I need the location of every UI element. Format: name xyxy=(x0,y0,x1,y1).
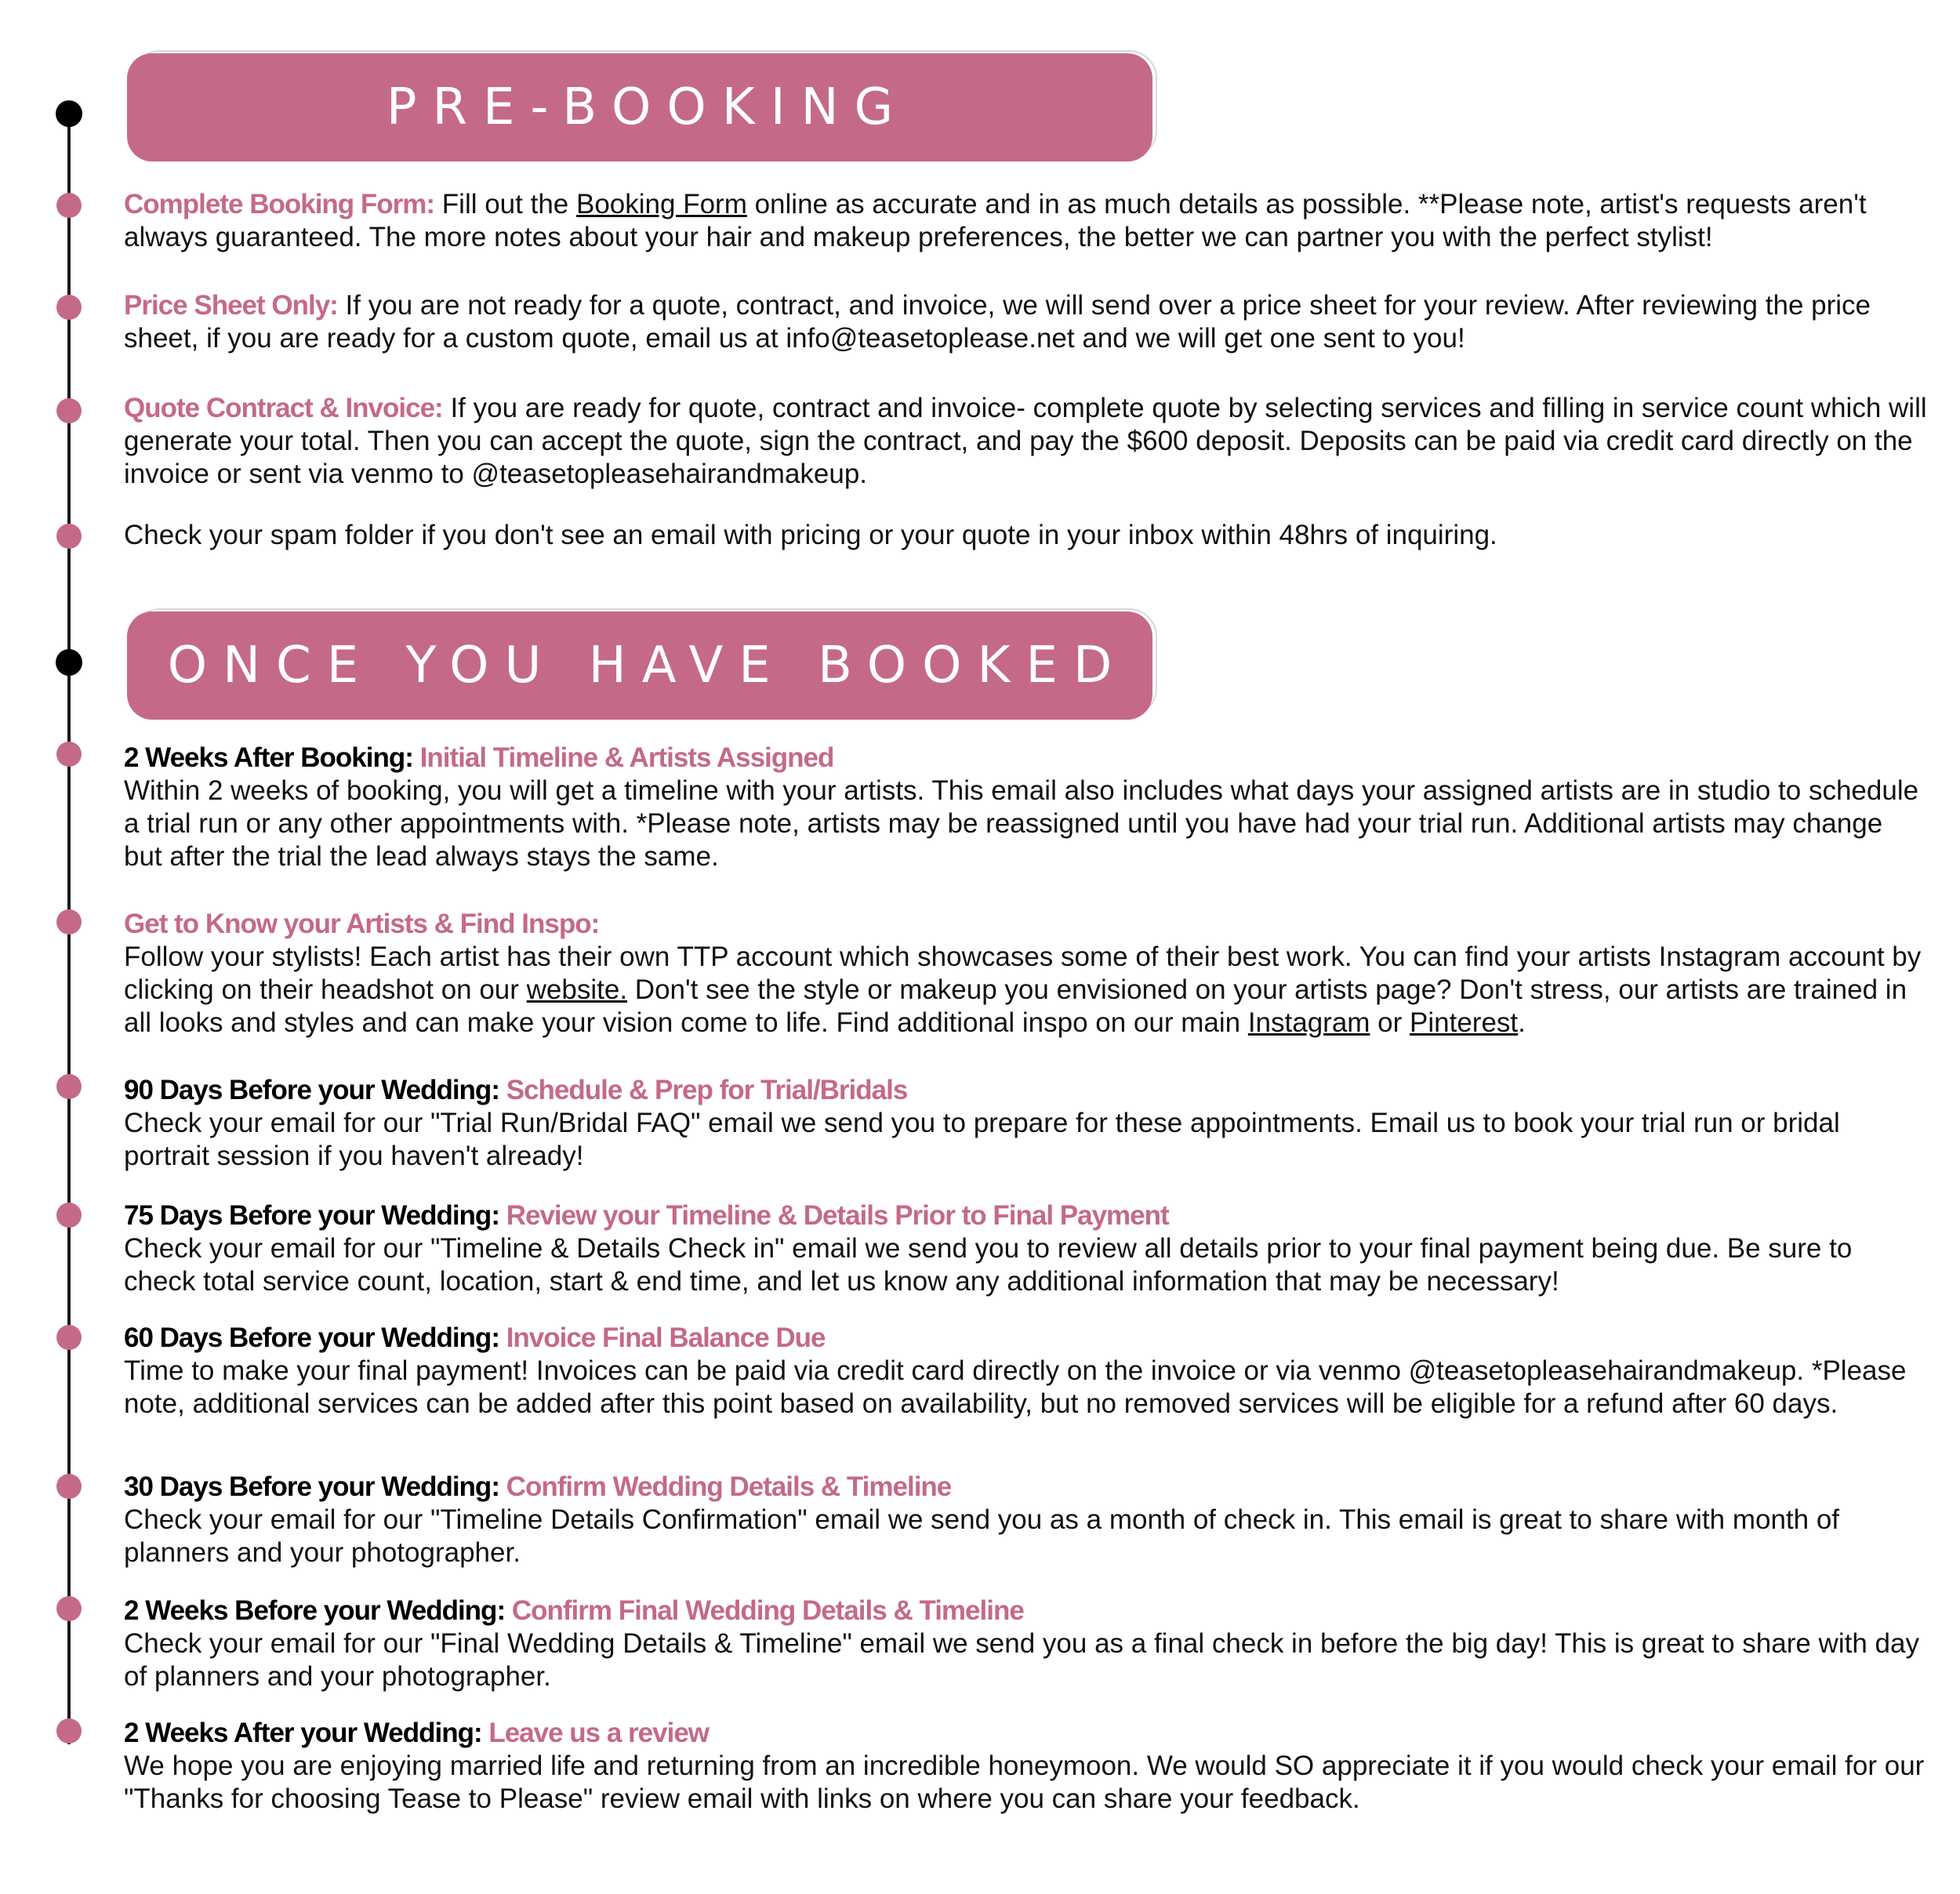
section-marker-booked xyxy=(56,649,82,676)
booked-item-know-your-artists xyxy=(124,908,1927,1040)
item-text: If you are ready for quote, contract and invoice- complete quote by selecting services and filling in service count which will generate your total. Then you can accept the quote, sign the contract, and pay the $600 deposit. Deposits can be paid via credit card directly on the invoice or sent via venmo to @teasetopleasehairandmakeup. xyxy=(124,393,1927,489)
item-subtitle: Invoice Final Balance Due xyxy=(499,1323,826,1353)
item-text: If you are not ready for a quote, contract, and invoice, we will send over a price sheet for your review. After reviewing the price sheet, if you are ready for a custom quote, email us at info@teasetoplease.net and we will get one sent to you! xyxy=(124,290,1871,354)
banner-fill xyxy=(127,53,1152,161)
item-text: We hope you are enjoying married life and returning from an incredible honeymoon. We would SO appreciate it if you would check your email for our "Thanks for choosing Tease to Please" review email with links on where you can share your feedback. xyxy=(124,1751,1925,1814)
item-label: 75 Days Before your Wedding: xyxy=(124,1200,499,1231)
timeline-dot xyxy=(56,909,82,934)
item-text: Check your email for our "Trial Run/Bridal FAQ" email we send you to prepare for these appointments. Email us to book your trial run or bridal portrait session if you haven't already! xyxy=(124,1108,1840,1171)
item-text: Within 2 weeks of booking, you will get a timeline with your artists. This email also includes what days your assigned artists are in studio to schedule a trial run or any other appointments with. *Please note, artists may be reassigned until you have had your trial run. Additional artists may change but after the trial the lead always stays the same. xyxy=(124,775,1919,872)
timeline-dot xyxy=(56,1325,82,1350)
timeline-dot xyxy=(56,193,82,218)
prebooking-item-booking-form xyxy=(124,188,1927,254)
booking-form-link[interactable]: Booking Form xyxy=(575,189,747,220)
item-subtitle: Initial Timeline & Artists Assigned xyxy=(412,742,834,773)
instagram-link[interactable]: Instagram xyxy=(1247,1007,1370,1038)
prebooking-banner xyxy=(127,53,1152,161)
website-link[interactable]: website. xyxy=(526,974,628,1005)
item-text: Fill out the xyxy=(434,189,576,220)
item-subtitle: Review your Timeline & Details Prior to Final Payment xyxy=(499,1200,1169,1231)
booked-title: ONCE YOU HAVE BOOKED xyxy=(167,637,1128,695)
booked-item-30-days xyxy=(124,1471,1927,1569)
timeline-dot xyxy=(56,1718,82,1743)
item-subtitle: Confirm Wedding Details & Timeline xyxy=(499,1471,952,1502)
item-label: 90 Days Before your Wedding: xyxy=(124,1075,499,1105)
item-label: Quote Contract & Invoice: xyxy=(124,393,443,423)
item-subtitle: Schedule & Prep for Trial/Bridals xyxy=(499,1075,908,1105)
item-subtitle: Leave us a review xyxy=(481,1718,710,1748)
timeline-dot xyxy=(56,398,82,423)
booked-item-60-days xyxy=(124,1322,1927,1420)
item-label: 2 Weeks After your Wedding: xyxy=(124,1718,482,1748)
prebooking-item-quote-contract xyxy=(124,392,1927,491)
prebooking-item-price-sheet xyxy=(124,289,1927,355)
timeline-dot xyxy=(56,1074,82,1099)
item-text: Check your email for our "Timeline & Details Check in" email we send you to review all details prior to your final payment being due. Be sure to check total service count, location, start & end time, and let us know any additional information that may be necessary! xyxy=(124,1233,1853,1297)
item-label: 2 Weeks After Booking: xyxy=(124,742,413,773)
booked-item-2-weeks-before xyxy=(124,1595,1927,1693)
item-label: 2 Weeks Before your Wedding: xyxy=(124,1595,506,1626)
timeline-dot xyxy=(56,742,82,767)
item-text: Time to make your final payment! Invoices can be paid via credit card directly on the invoice or via venmo @teasetopleasehairandmakeup. *Please note, additional services can be added after this point based on availability, but no removed services will be eligible for a refund after 60 days. xyxy=(124,1355,1907,1419)
item-text: Check your email for our "Timeline Details Confirmation" email we send you as a month of check in. This email is great to share with month of planners and your photographer. xyxy=(124,1504,1840,1568)
item-text: or xyxy=(1370,1007,1410,1038)
banner-fill xyxy=(127,611,1152,720)
item-text: Don't see the style or makeup you envisioned on your artists page? Don't stress, our artists are trained in all looks and styles and can make your vision come to life. Find additional inspo on our main xyxy=(124,974,1907,1038)
item-subtitle: Confirm Final Wedding Details & Timeline xyxy=(505,1595,1024,1626)
timeline-dot xyxy=(56,295,82,320)
booked-item-90-days xyxy=(124,1074,1927,1173)
item-text: . xyxy=(1518,1007,1526,1038)
timeline-dot xyxy=(56,1596,82,1621)
item-label: 30 Days Before your Wedding: xyxy=(124,1471,499,1502)
section-marker-prebooking xyxy=(56,100,82,127)
booked-banner xyxy=(127,611,1152,720)
prebooking-item-spam-note xyxy=(124,519,1927,552)
booked-item-2-weeks-after-wedding xyxy=(124,1717,1927,1816)
timeline-dot xyxy=(56,1203,82,1228)
booked-item-75-days xyxy=(124,1199,1927,1298)
item-text: online as accurate and in as much details as possible. **Please note, artist's requests aren't always guaranteed. The more notes about your hair and makeup preferences, the better we can partner you with the perfect stylist! xyxy=(124,189,1867,252)
item-label: Price Sheet Only: xyxy=(124,290,338,321)
item-subtitle: Get to Know your Artists & Find Inspo: xyxy=(124,909,600,939)
item-label: Complete Booking Form: xyxy=(124,189,435,220)
item-label: 60 Days Before your Wedding: xyxy=(124,1323,499,1353)
item-text: Check your spam folder if you don't see an email with pricing or your quote in your inbox within 48hrs of inquiring. xyxy=(124,520,1497,550)
prebooking-title: PRE-BOOKING xyxy=(386,78,909,136)
pinterest-link[interactable]: Pinterest xyxy=(1410,1007,1519,1038)
item-text: Check your email for our "Final Wedding Details & Timeline" email we send you as a final check in before the big day! This is great to share with day of planners and your photographer. xyxy=(124,1628,1919,1692)
booked-item-2-weeks-after-booking xyxy=(124,742,1927,873)
timeline-dot xyxy=(56,1474,82,1499)
item-text: Follow your stylists! Each artist has their own TTP account which showcases some of their best work. You can find your artists Instagram account by clicking on their headshot on our xyxy=(124,942,1922,1005)
timeline-dot xyxy=(56,524,82,549)
